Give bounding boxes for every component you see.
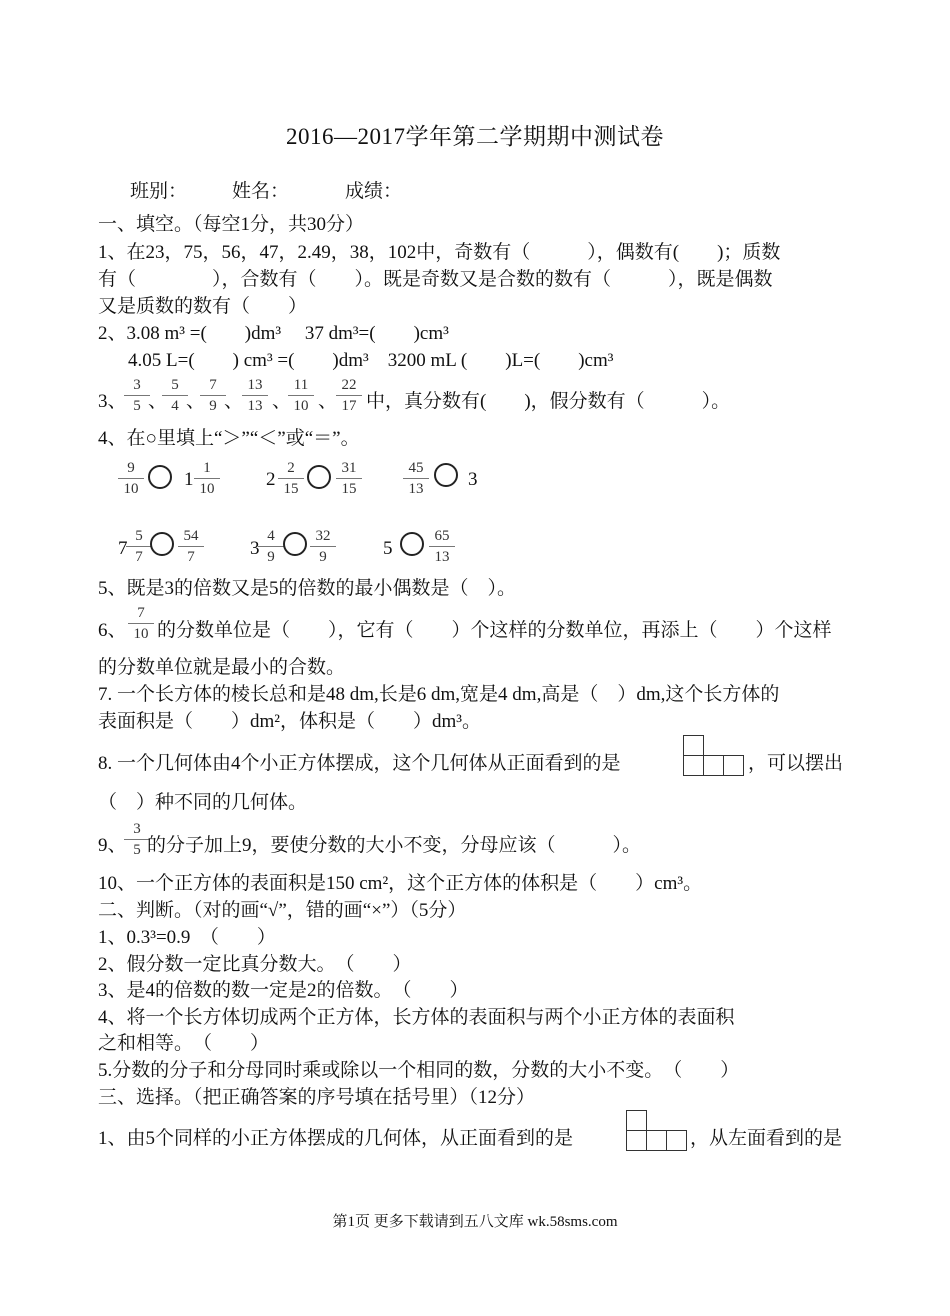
choice-1-text: 1、由5个同样的小正方体摆成的几何体，从正面看到的是 <box>98 1128 574 1149</box>
fraction <box>194 460 220 497</box>
compare-circle[interactable] <box>148 465 172 489</box>
question-1-line-1: 1、在23，75，56，47，2.49，38，102中，奇数有（ ），偶数有( )；质数 <box>98 242 781 263</box>
judge-1: 1、0.3³=0.9 （ ） <box>98 927 276 948</box>
fraction <box>429 528 455 565</box>
fraction <box>118 460 144 497</box>
question-4-text: 4、在○里填上“＞”“＜”或“＝”。 <box>98 428 360 449</box>
question-1-line-2: 有（ ），合数有（ ）。既是奇数又是合数的数有（ ），既是偶数 <box>98 269 773 290</box>
separator: 、 <box>186 391 206 412</box>
whole-number: 1 <box>184 469 194 490</box>
fraction <box>403 460 429 497</box>
question-3-number: 3、 <box>98 391 127 412</box>
whole-number: 2 <box>266 469 276 490</box>
question-2-line-1: 2、3.08 m³ =( )dm³ 37 dm³=( )cm³ <box>98 323 449 344</box>
fraction <box>258 528 284 565</box>
denominator: 10 <box>123 481 139 497</box>
denominator: 9 <box>319 549 327 565</box>
numerator: 4 <box>267 528 275 544</box>
denominator: 13 <box>408 481 424 497</box>
numerator: 11 <box>293 377 309 393</box>
judge-3: 3、是4的倍数的数一定是2的倍数。 （ ） <box>98 980 469 1001</box>
fraction <box>126 528 152 565</box>
question-3-text: 中，真分数有( )，假分数有（ ）。 <box>366 391 731 412</box>
question-6-number: 6、 <box>98 620 127 641</box>
question-2-line-2: 4.05 L=( ) cm³ =( )dm³ 3200 mL ( )L=( )cm³ <box>128 350 614 371</box>
question-9-number: 9、 <box>98 835 127 856</box>
fraction <box>178 528 204 565</box>
separator: 、 <box>318 391 338 412</box>
numerator: 5 <box>135 528 143 544</box>
compare-circle[interactable] <box>400 532 424 556</box>
choice-1-tail: ，从左面看到的是 <box>690 1128 843 1149</box>
page-footer: 第1页 更多下载请到五八文库 wk.58sms.com <box>332 1214 618 1230</box>
numerator: 22 <box>341 377 357 393</box>
whole-number: 3 <box>250 538 260 559</box>
name-label: 姓名： <box>232 181 290 202</box>
denominator: 7 <box>135 549 143 565</box>
fraction <box>162 377 188 414</box>
fraction <box>128 605 154 642</box>
fraction <box>278 460 304 497</box>
numerator: 5 <box>171 377 179 393</box>
denominator: 13 <box>247 398 263 414</box>
denominator: 10 <box>293 398 309 414</box>
numerator: 32 <box>315 528 331 544</box>
question-8-line-1-tail: ，可以摆出 <box>748 753 844 774</box>
fraction <box>242 377 268 414</box>
question-6-line-1: 的分数单位是（ ），它有（ ）个这样的分数单位，再添上（ ）个这样 <box>157 620 832 641</box>
fraction <box>124 377 150 414</box>
denominator: 10 <box>199 481 215 497</box>
judge-4-line-1: 4、将一个长方体切成两个正方体，长方体的表面积与两个小正方体的表面积 <box>98 1007 735 1028</box>
section3-heading: 三、选择。（把正确答案的序号填在括号里）（12分） <box>98 1087 536 1108</box>
denominator: 9 <box>267 549 275 565</box>
fraction <box>336 460 362 497</box>
numerator: 65 <box>434 528 450 544</box>
question-6-line-2: 的分数单位就是最小的合数。 <box>98 657 346 678</box>
judge-2: 2、假分数一定比真分数大。 （ ） <box>98 954 412 975</box>
numerator: 2 <box>287 460 295 476</box>
score-label: 成绩： <box>345 181 403 202</box>
fraction <box>310 528 336 565</box>
fraction <box>200 377 226 414</box>
question-8-line-2: （ ）种不同的几何体。 <box>98 792 308 813</box>
numerator: 13 <box>247 377 263 393</box>
class-label: 班别： <box>130 181 188 202</box>
whole-number: 3 <box>468 469 478 490</box>
judge-4-line-2: 之和相等。 （ ） <box>98 1033 270 1054</box>
whole-number: 5 <box>383 538 393 559</box>
compare-circle[interactable] <box>434 463 458 487</box>
separator: 、 <box>224 391 244 412</box>
denominator: 9 <box>209 398 217 414</box>
compare-circle[interactable] <box>150 532 174 556</box>
numerator: 45 <box>408 460 424 476</box>
judge-5: 5.分数的分子和分母同时乘或除以一个相同的数，分数的大小不变。 （ ） <box>98 1060 740 1081</box>
numerator: 3 <box>133 377 141 393</box>
question-7-line-1: 7. 一个长方体的棱长总和是48 dm,长是6 dm,宽是4 dm,高是（ ）dm,这个长方体的 <box>98 684 780 705</box>
numerator: 7 <box>209 377 217 393</box>
section1-heading: 一、填空。（每空1分，共30分） <box>98 214 365 235</box>
denominator: 7 <box>187 549 195 565</box>
denominator: 5 <box>133 398 141 414</box>
numerator: 31 <box>341 460 357 476</box>
question-7-line-2: 表面积是（ ）dm²，体积是（ ）dm³。 <box>98 711 481 732</box>
separator: 、 <box>148 391 168 412</box>
denominator: 10 <box>133 626 149 642</box>
question-10-text: 10、一个正方体的表面积是150 cm²，这个正方体的体积是（ ）cm³。 <box>98 873 703 894</box>
question-9-text: 的分子加上9，要使分数的大小不变，分母应该（ ）。 <box>147 835 642 856</box>
section2-heading: 二、判断。（对的画“√”，错的画“×”）（5分） <box>98 900 467 921</box>
question-1-line-3: 又是质数的数有（ ） <box>98 296 308 317</box>
denominator: 15 <box>341 481 357 497</box>
denominator: 13 <box>434 549 450 565</box>
numerator: 7 <box>137 605 145 621</box>
whole-number: 7 <box>118 538 128 559</box>
denominator: 15 <box>283 481 299 497</box>
numerator: 1 <box>203 460 211 476</box>
separator: 、 <box>272 391 292 412</box>
question-8-line-1: 8. 一个几何体由4个小正方体摆成，这个几何体从正面看到的是 <box>98 753 621 774</box>
fraction <box>336 377 362 414</box>
denominator: 17 <box>341 398 357 414</box>
numerator: 3 <box>133 821 141 837</box>
compare-circle[interactable] <box>283 532 307 556</box>
denominator: 4 <box>171 398 179 414</box>
fraction <box>288 377 314 414</box>
question-5-text: 5、既是3的倍数又是5的倍数的最小偶数是（ ）。 <box>98 578 517 599</box>
compare-circle[interactable] <box>307 465 331 489</box>
page-title: 2016—2017学年第二学期期中测试卷 <box>286 124 664 149</box>
numerator: 9 <box>127 460 135 476</box>
numerator: 54 <box>183 528 199 544</box>
denominator: 5 <box>133 842 141 858</box>
